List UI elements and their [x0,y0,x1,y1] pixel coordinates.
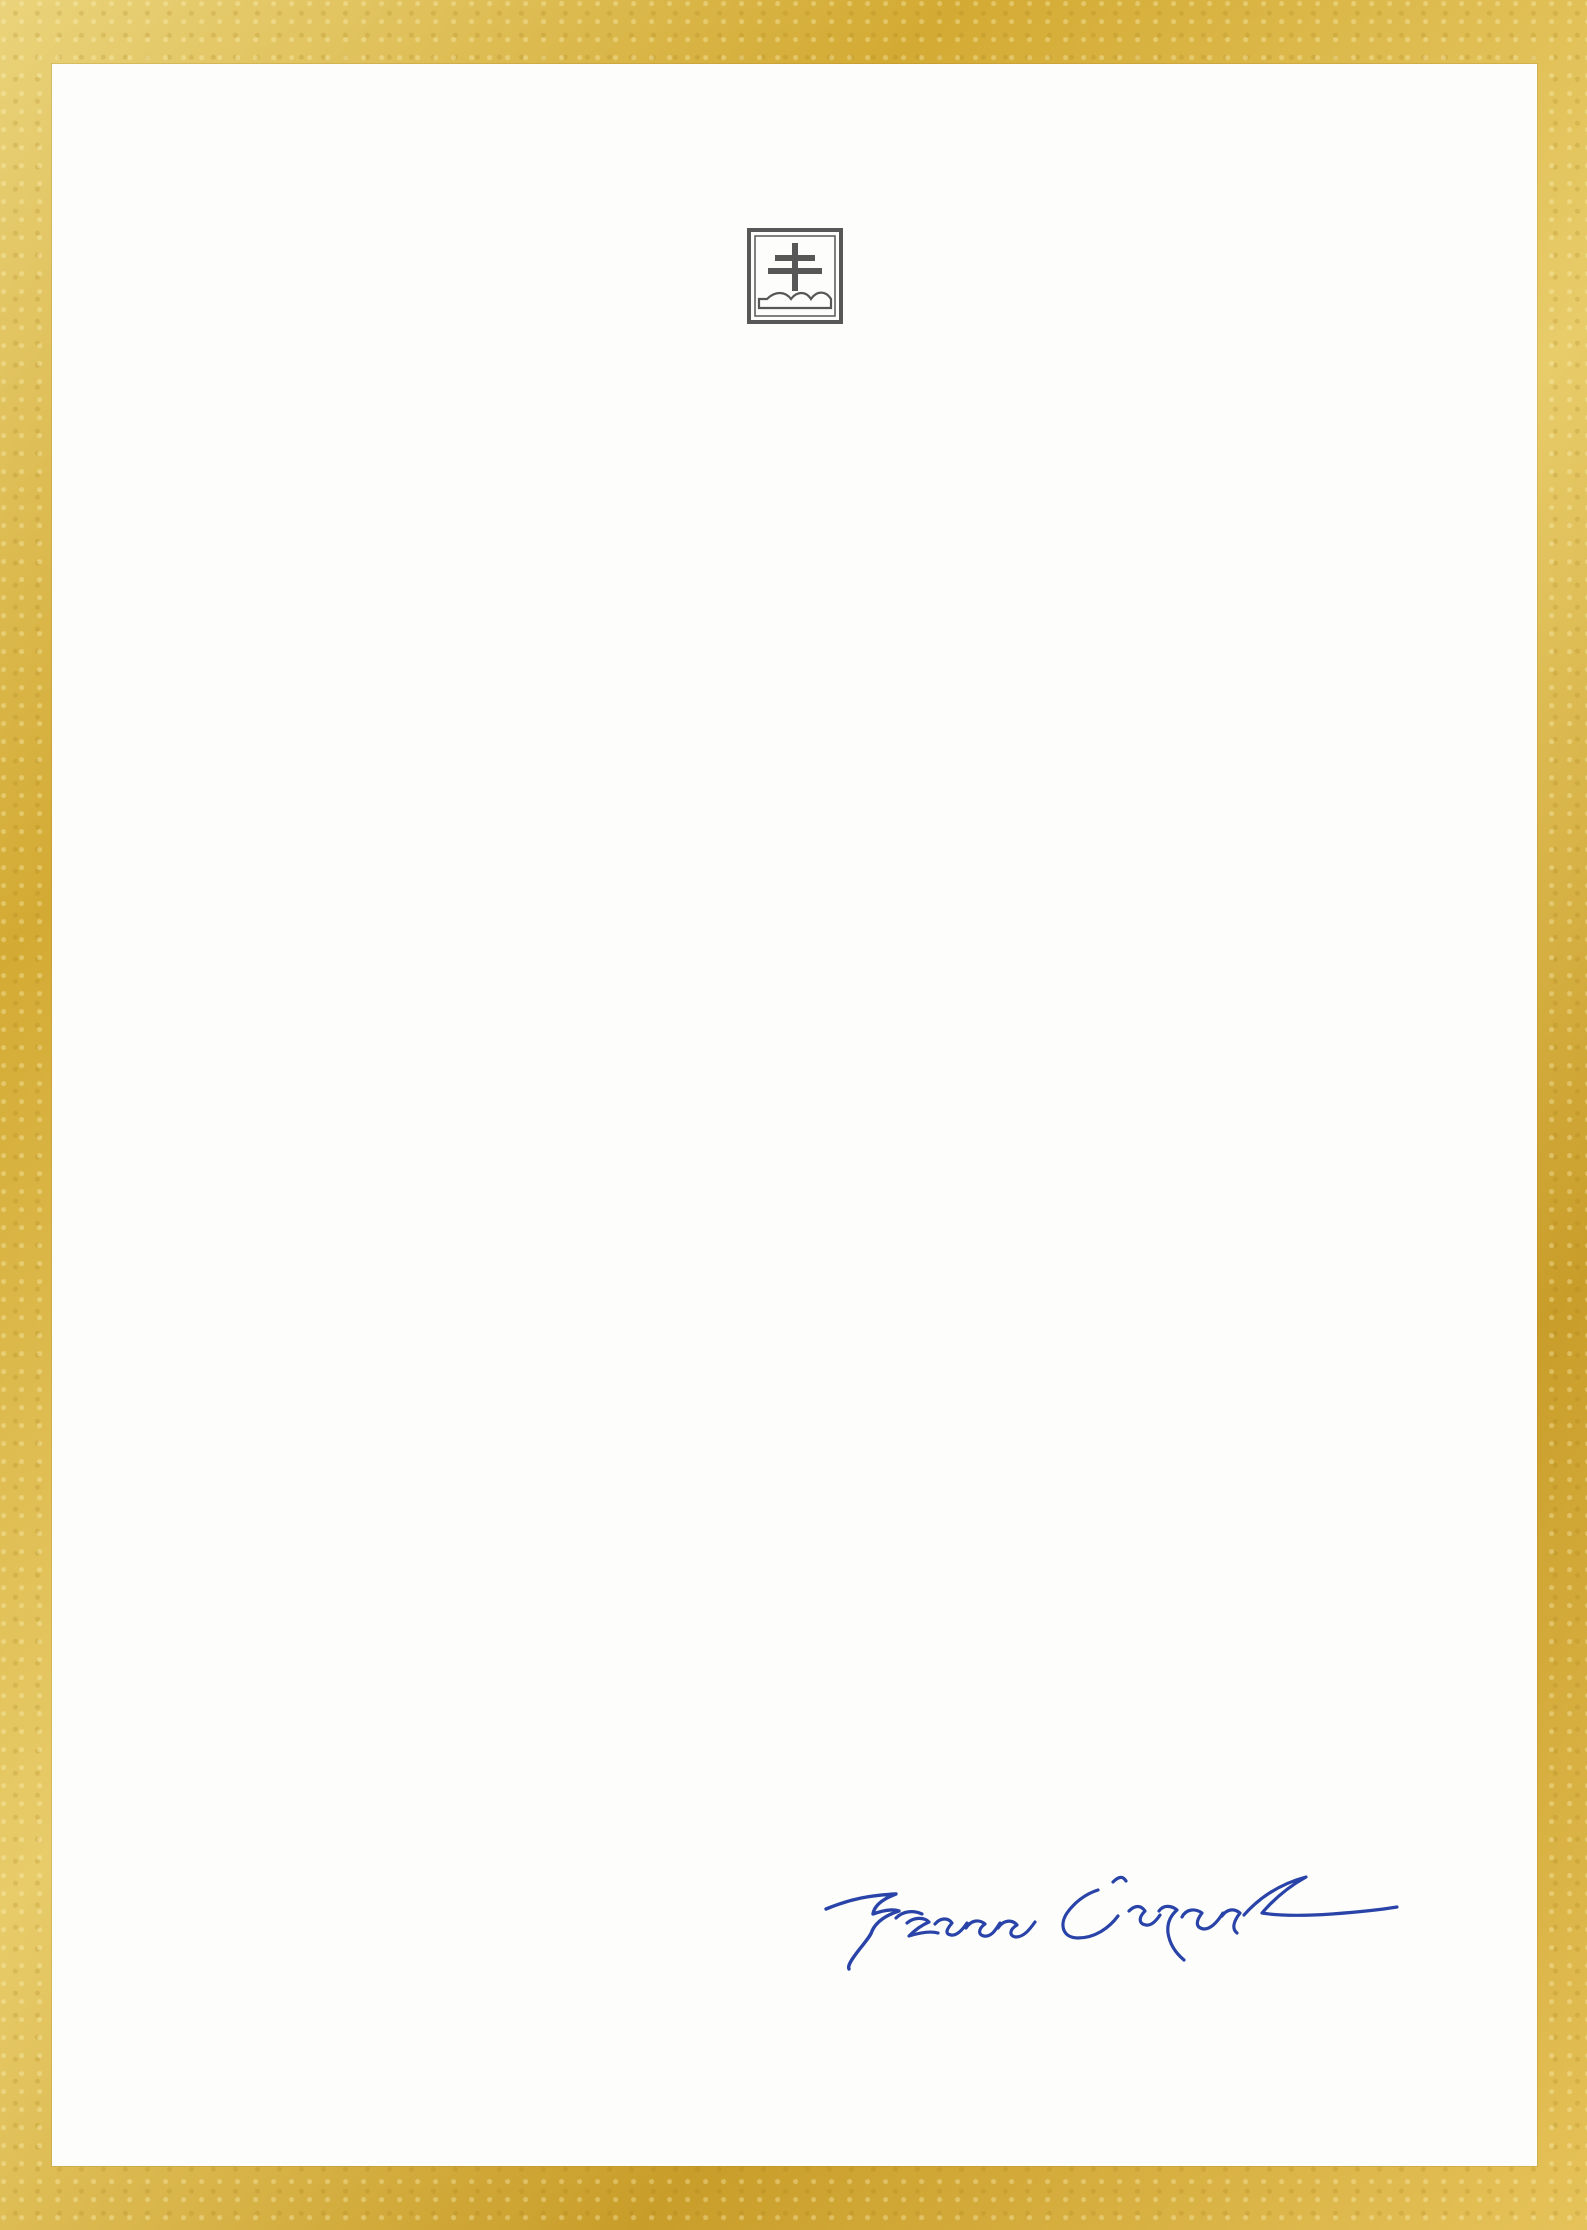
handwritten-signature [812,1837,1412,1977]
letterhead [52,228,1537,358]
double-cross-emblem-icon [747,228,843,324]
letter-page [52,64,1537,2166]
letter-content [228,792,1429,810]
